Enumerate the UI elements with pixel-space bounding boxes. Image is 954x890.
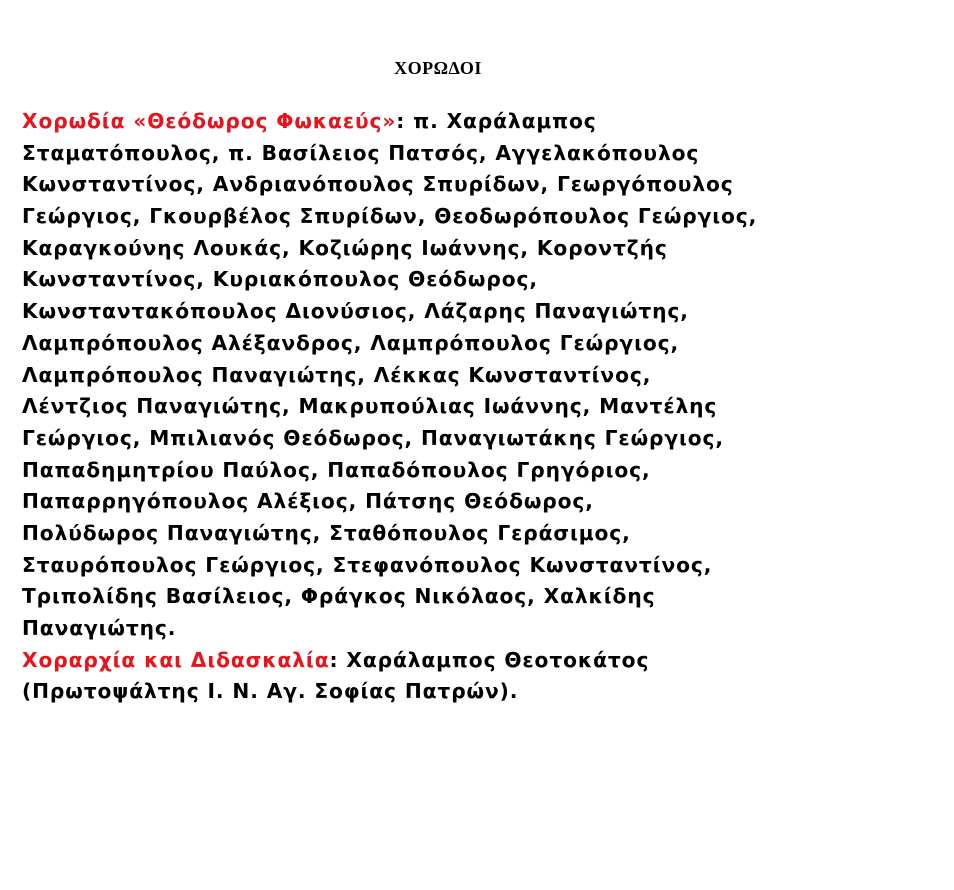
- direction-line-1: [22, 645, 852, 677]
- choir-line: Τριπολίδης Βασίλειος, Φράγκος Νικόλαος, Χαλκίδης: [22, 584, 656, 609]
- choir-line: Λαμπρόπουλος Αλέξανδρος, Λαμπρόπουλος Γεώργιος,: [22, 330, 680, 355]
- direction-label: Χοραρχία και Διδασκαλία: [22, 647, 330, 672]
- choir-member-text: π. Χαράλαμπος: [413, 109, 597, 133]
- director-role: (Πρωτοψάλτης Ι. Ν. Αγ. Σοφίας Πατρών).: [22, 679, 519, 704]
- choir-line: Σταυρόπουλος Γεώργιος, Στεφανόπουλος Κωνσταντίνος,: [22, 552, 713, 577]
- page-title: ΧΟΡΩΔΟΙ: [394, 58, 482, 78]
- choir-line: Γεώργιος, Μπιλιανός Θεόδωρος, Παναγιωτάκης Γεώργιος,: [22, 425, 724, 450]
- choir-line: Κωνσταντακόπουλος Διονύσιος, Λάζαρης Παναγιώτης,: [22, 299, 689, 324]
- choir-line: Καραγκούνης Λουκάς, Κοζιώρης Ιωάννης, Κοροντζής: [22, 235, 668, 260]
- choir-line: Παπαρρηγόπουλος Αλέξιος, Πάτσης Θεόδωρος,: [22, 489, 594, 514]
- choir-line: Λαμπρόπουλος Παναγιώτης, Λέκκας Κωνσταντίνος,: [22, 362, 652, 387]
- choir-line: Πολύδωρος Παναγιώτης, Σταθόπουλος Γεράσιμος,: [22, 520, 631, 545]
- director-name: Χαράλαμπος Θεοτοκάτος: [346, 647, 650, 672]
- choir-line: Κωνσταντίνος, Ανδριανόπουλος Σπυρίδων, Γεωργόπουλος: [22, 172, 734, 197]
- choir-line: Παπαδημητρίου Παύλος, Παπαδόπουλος Γρηγόριος,: [22, 457, 651, 482]
- choir-separator: :: [396, 109, 414, 133]
- choir-line: Γεώργιος, Γκουρβέλος Σπυρίδων, Θεοδωρόπουλος Γεώργιος,: [22, 204, 758, 229]
- choir-line: Παναγιώτης.: [22, 616, 177, 640]
- choir-line: Σταματόπουλος, π. Βασίλειος Πατσός, Αγγελακόπουλος: [22, 140, 700, 165]
- choir-label: Χορωδία «Θεόδωρος Φωκαεύς»: [22, 109, 397, 133]
- choir-line-1: [22, 106, 852, 138]
- direction-separator: :: [329, 647, 347, 672]
- credits-text: [22, 106, 852, 708]
- choir-line: Λέντζιος Παναγιώτης, Μακρυπούλιας Ιωάννης, Μαντέλης: [22, 394, 718, 419]
- choir-line: Κωνσταντίνος, Κυριακόπουλος Θεόδωρος,: [22, 267, 538, 292]
